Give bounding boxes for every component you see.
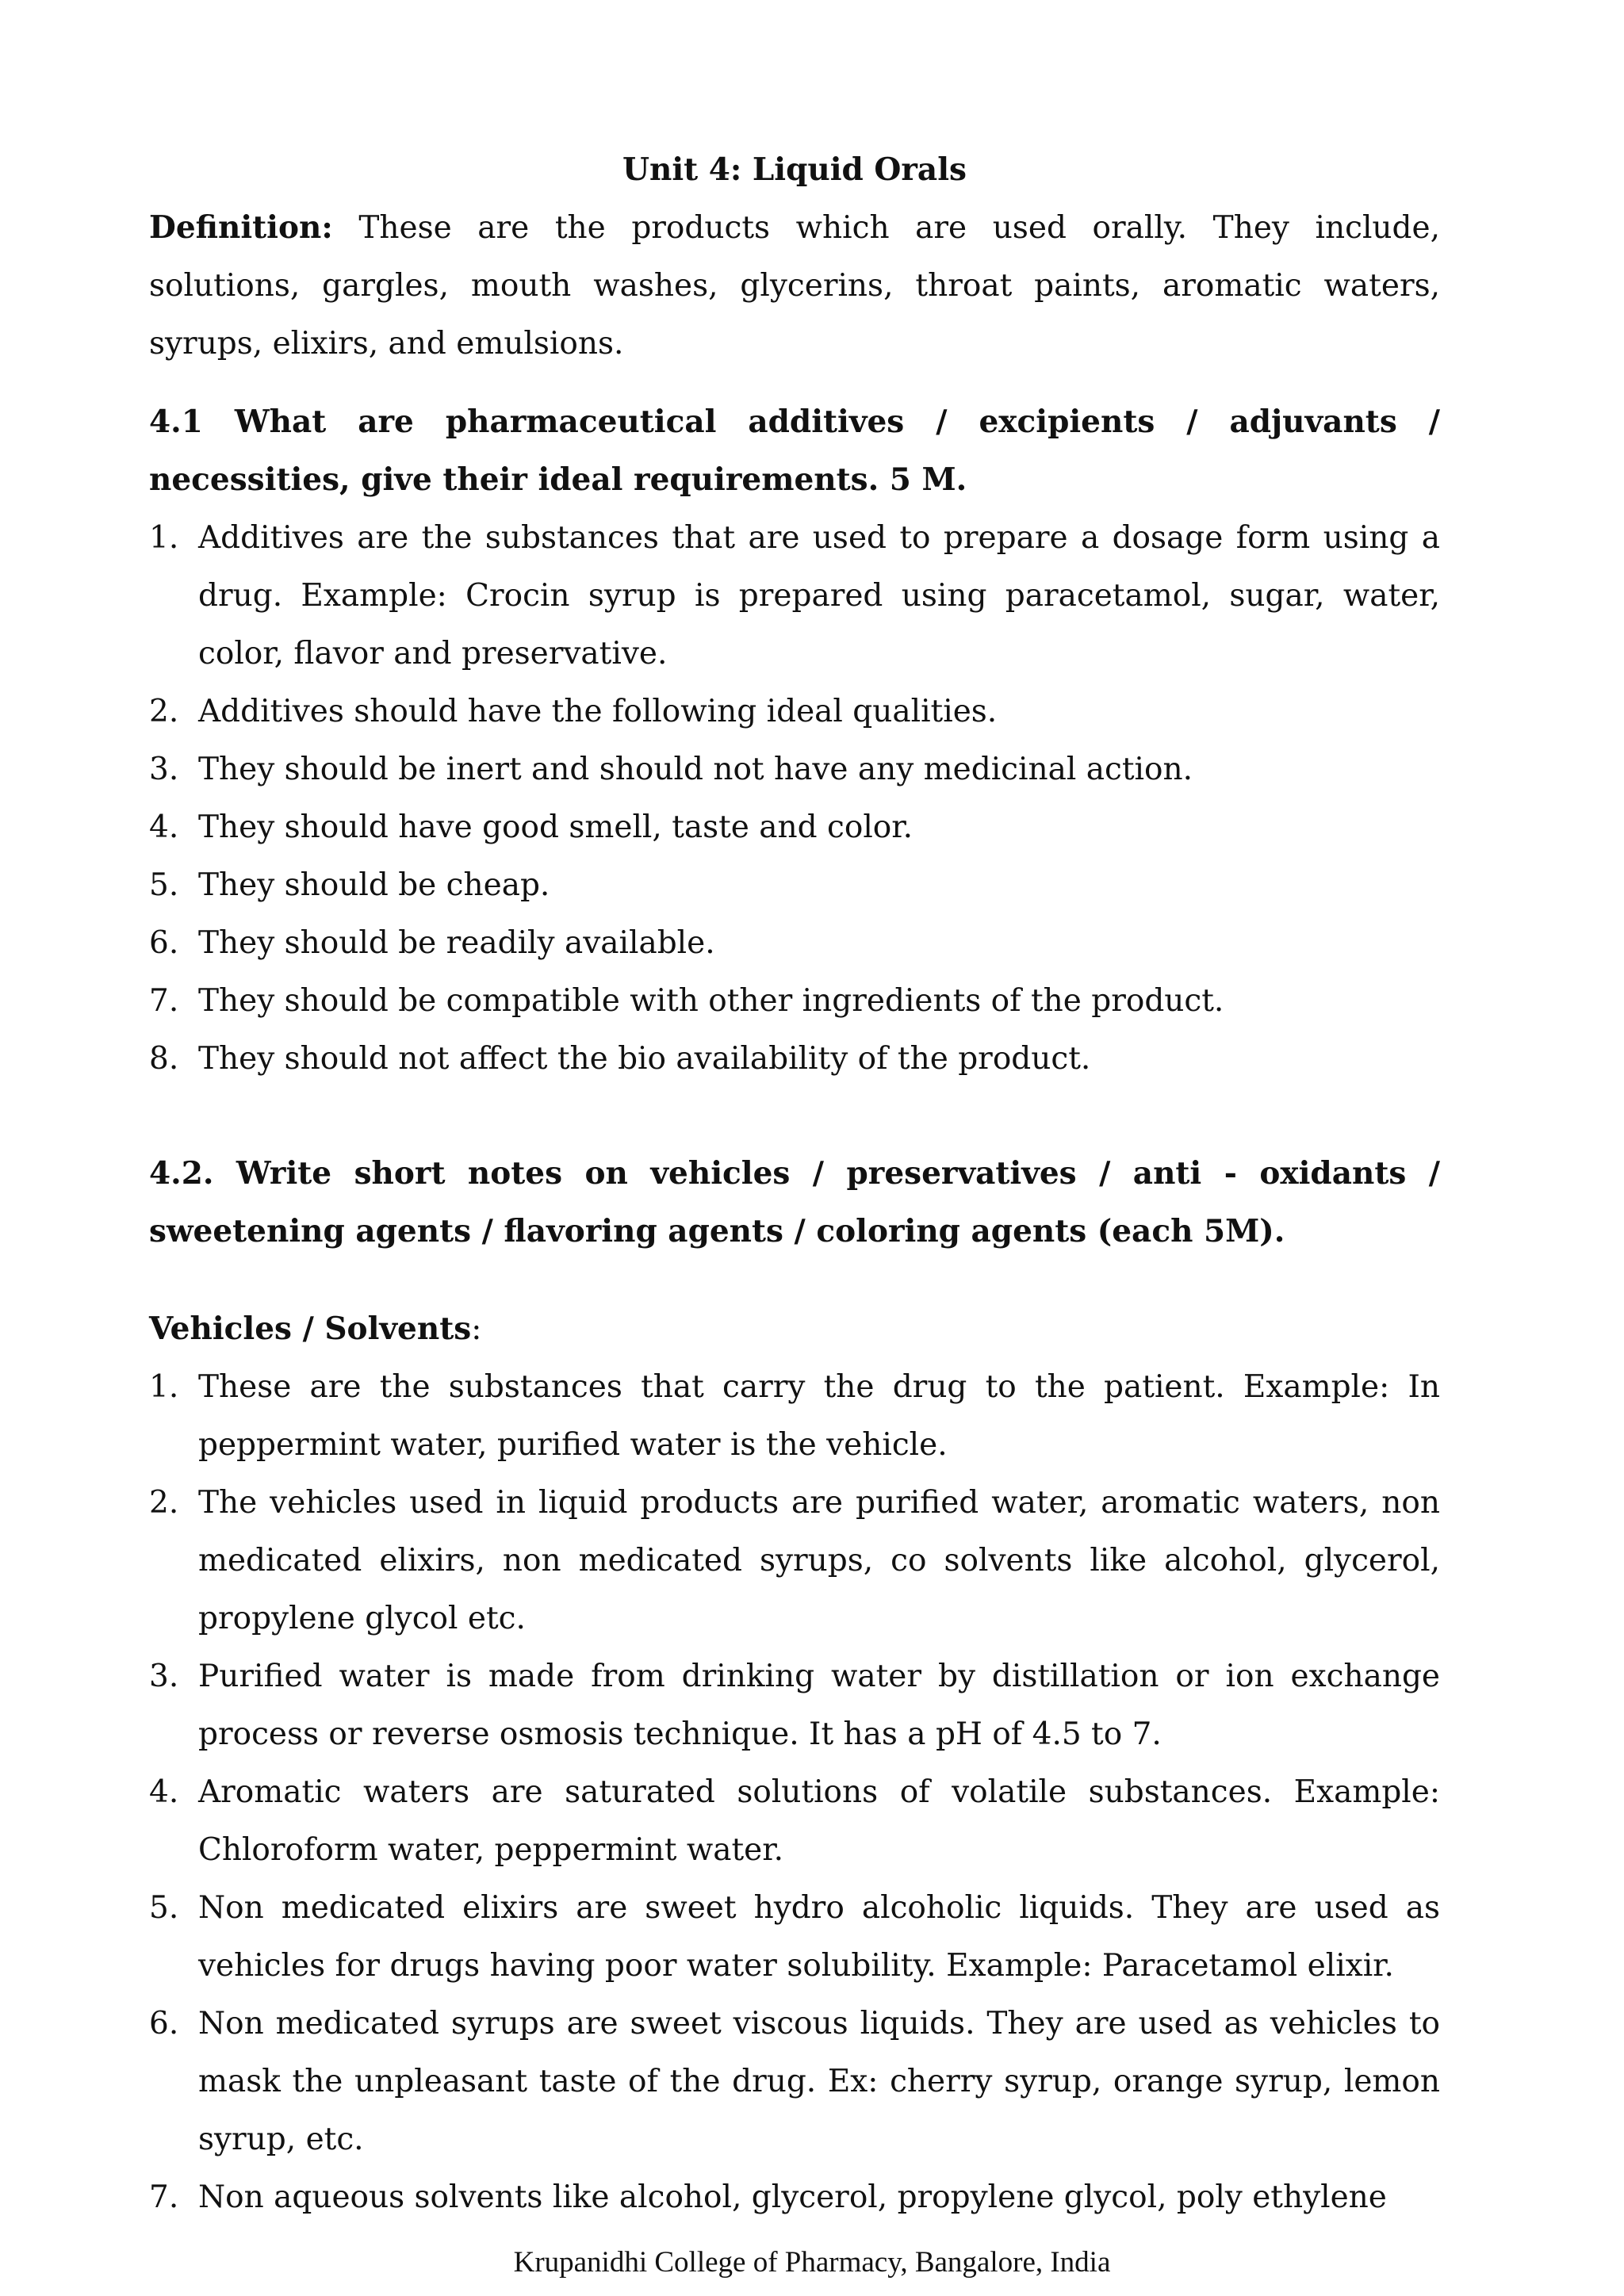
list-item <box>149 1995 1440 2168</box>
list-text: Non aqueous solvents like alcohol, glycerol, propylene glycol, poly ethylene <box>198 2179 1387 2215</box>
list-text: They should not affect the bio availability of the product. <box>198 1041 1091 1077</box>
list-text: Non medicated elixirs are sweet hydro alcoholic liquids. They are used as vehicles for drugs having poor water solubility. Example: Paracetamol elixir. <box>198 1890 1440 1984</box>
list-item <box>149 683 1440 740</box>
list-text: These are the substances that carry the drug to the patient. Example: In peppermint water, purified water is the vehicle. <box>198 1369 1440 1463</box>
list-text: Non medicated syrups are sweet viscous liquids. They are used as vehicles to mask the unpleasant taste of the drug. Ex: cherry syrup, orange syrup, lemon syrup, etc. <box>198 2006 1440 2157</box>
list-text: They should be cheap. <box>198 867 550 903</box>
list-item <box>149 1879 1440 1995</box>
list-text: They should be readily available. <box>198 925 715 961</box>
list-number: 7. <box>149 983 179 1019</box>
list-number: 1. <box>149 1369 179 1405</box>
list-text: They should have good smell, taste and color. <box>198 809 914 845</box>
list-item <box>149 1358 1440 1474</box>
list-number: 3. <box>149 1659 179 1694</box>
list-item <box>149 740 1440 798</box>
list-number: 2. <box>149 1485 179 1521</box>
list-item <box>149 856 1440 914</box>
list-number: 7. <box>149 2179 179 2215</box>
section-2-list <box>149 1358 1440 2226</box>
list-number: 5. <box>149 867 179 903</box>
definition-text: These are the products which are used orally. They include, solutions, gargles, mouth washes, glycerins, throat paints, aromatic waters, syrups, elixirs, and emulsions. <box>149 210 1440 362</box>
list-text: They should be compatible with other ingredients of the product. <box>198 983 1224 1019</box>
list-text: Aromatic waters are saturated solutions of volatile substances. Example: Chloroform water, peppermint water. <box>198 1774 1440 1868</box>
list-number: 4. <box>149 809 179 845</box>
page-footer: Krupanidhi College of Pharmacy, Bangalore, India <box>513 2246 1111 2279</box>
list-item <box>149 509 1440 683</box>
list-text: Additives should have the following ideal qualities. <box>198 694 998 729</box>
list-item <box>149 1474 1440 1647</box>
list-number: 1. <box>149 520 179 556</box>
definition-label: Definition: <box>149 209 333 246</box>
list-text: Purified water is made from drinking water by distillation or ion exchange process or reverse osmosis technique. It has a pH of 4.5 to 7. <box>198 1659 1440 1752</box>
list-number: 2. <box>149 694 179 729</box>
section-2-heading: 4.2. Write short notes on vehicles / preservatives / anti - oxidants / sweetening agents / flavoring agents / coloring agents (each 5M). <box>149 1155 1440 1249</box>
vehicles-subheading-label: Vehicles / Solvents <box>149 1311 472 1347</box>
list-number: 4. <box>149 1774 179 1810</box>
list-number: 8. <box>149 1041 179 1077</box>
list-number: 6. <box>149 925 179 961</box>
page-title: Unit 4: Liquid Orals <box>622 151 967 188</box>
list-item <box>149 1763 1440 1879</box>
list-text: They should be inert and should not have any medicinal action. <box>198 752 1193 787</box>
list-number: 6. <box>149 2006 179 2042</box>
list-item <box>149 972 1440 1030</box>
list-item <box>149 914 1440 972</box>
vehicles-subheading <box>149 1300 1440 1358</box>
list-number: 3. <box>149 752 179 787</box>
list-item <box>149 1647 1440 1763</box>
section-1-heading: 4.1 What are pharmaceutical additives / excipients / adjuvants / necessities, give their ideal requirements. 5 M. <box>149 404 1440 498</box>
vehicles-subheading-colon: : <box>471 1311 482 1347</box>
list-text: Additives are the substances that are used to prepare a dosage form using a drug. Example: Crocin syrup is prepared using paracetamol, sugar, water, color, flavor and preservative. <box>198 520 1440 672</box>
section-1-list <box>149 509 1440 1088</box>
list-item <box>149 1030 1440 1088</box>
list-number: 5. <box>149 1890 179 1926</box>
definition-paragraph <box>149 199 1440 373</box>
list-item <box>149 2168 1440 2226</box>
list-item <box>149 798 1440 856</box>
list-text: The vehicles used in liquid products are purified water, aromatic waters, non medicated elixirs, non medicated syrups, co solvents like alcohol, glycerol, propylene glycol etc. <box>198 1485 1440 1636</box>
document-page <box>149 141 1440 2226</box>
